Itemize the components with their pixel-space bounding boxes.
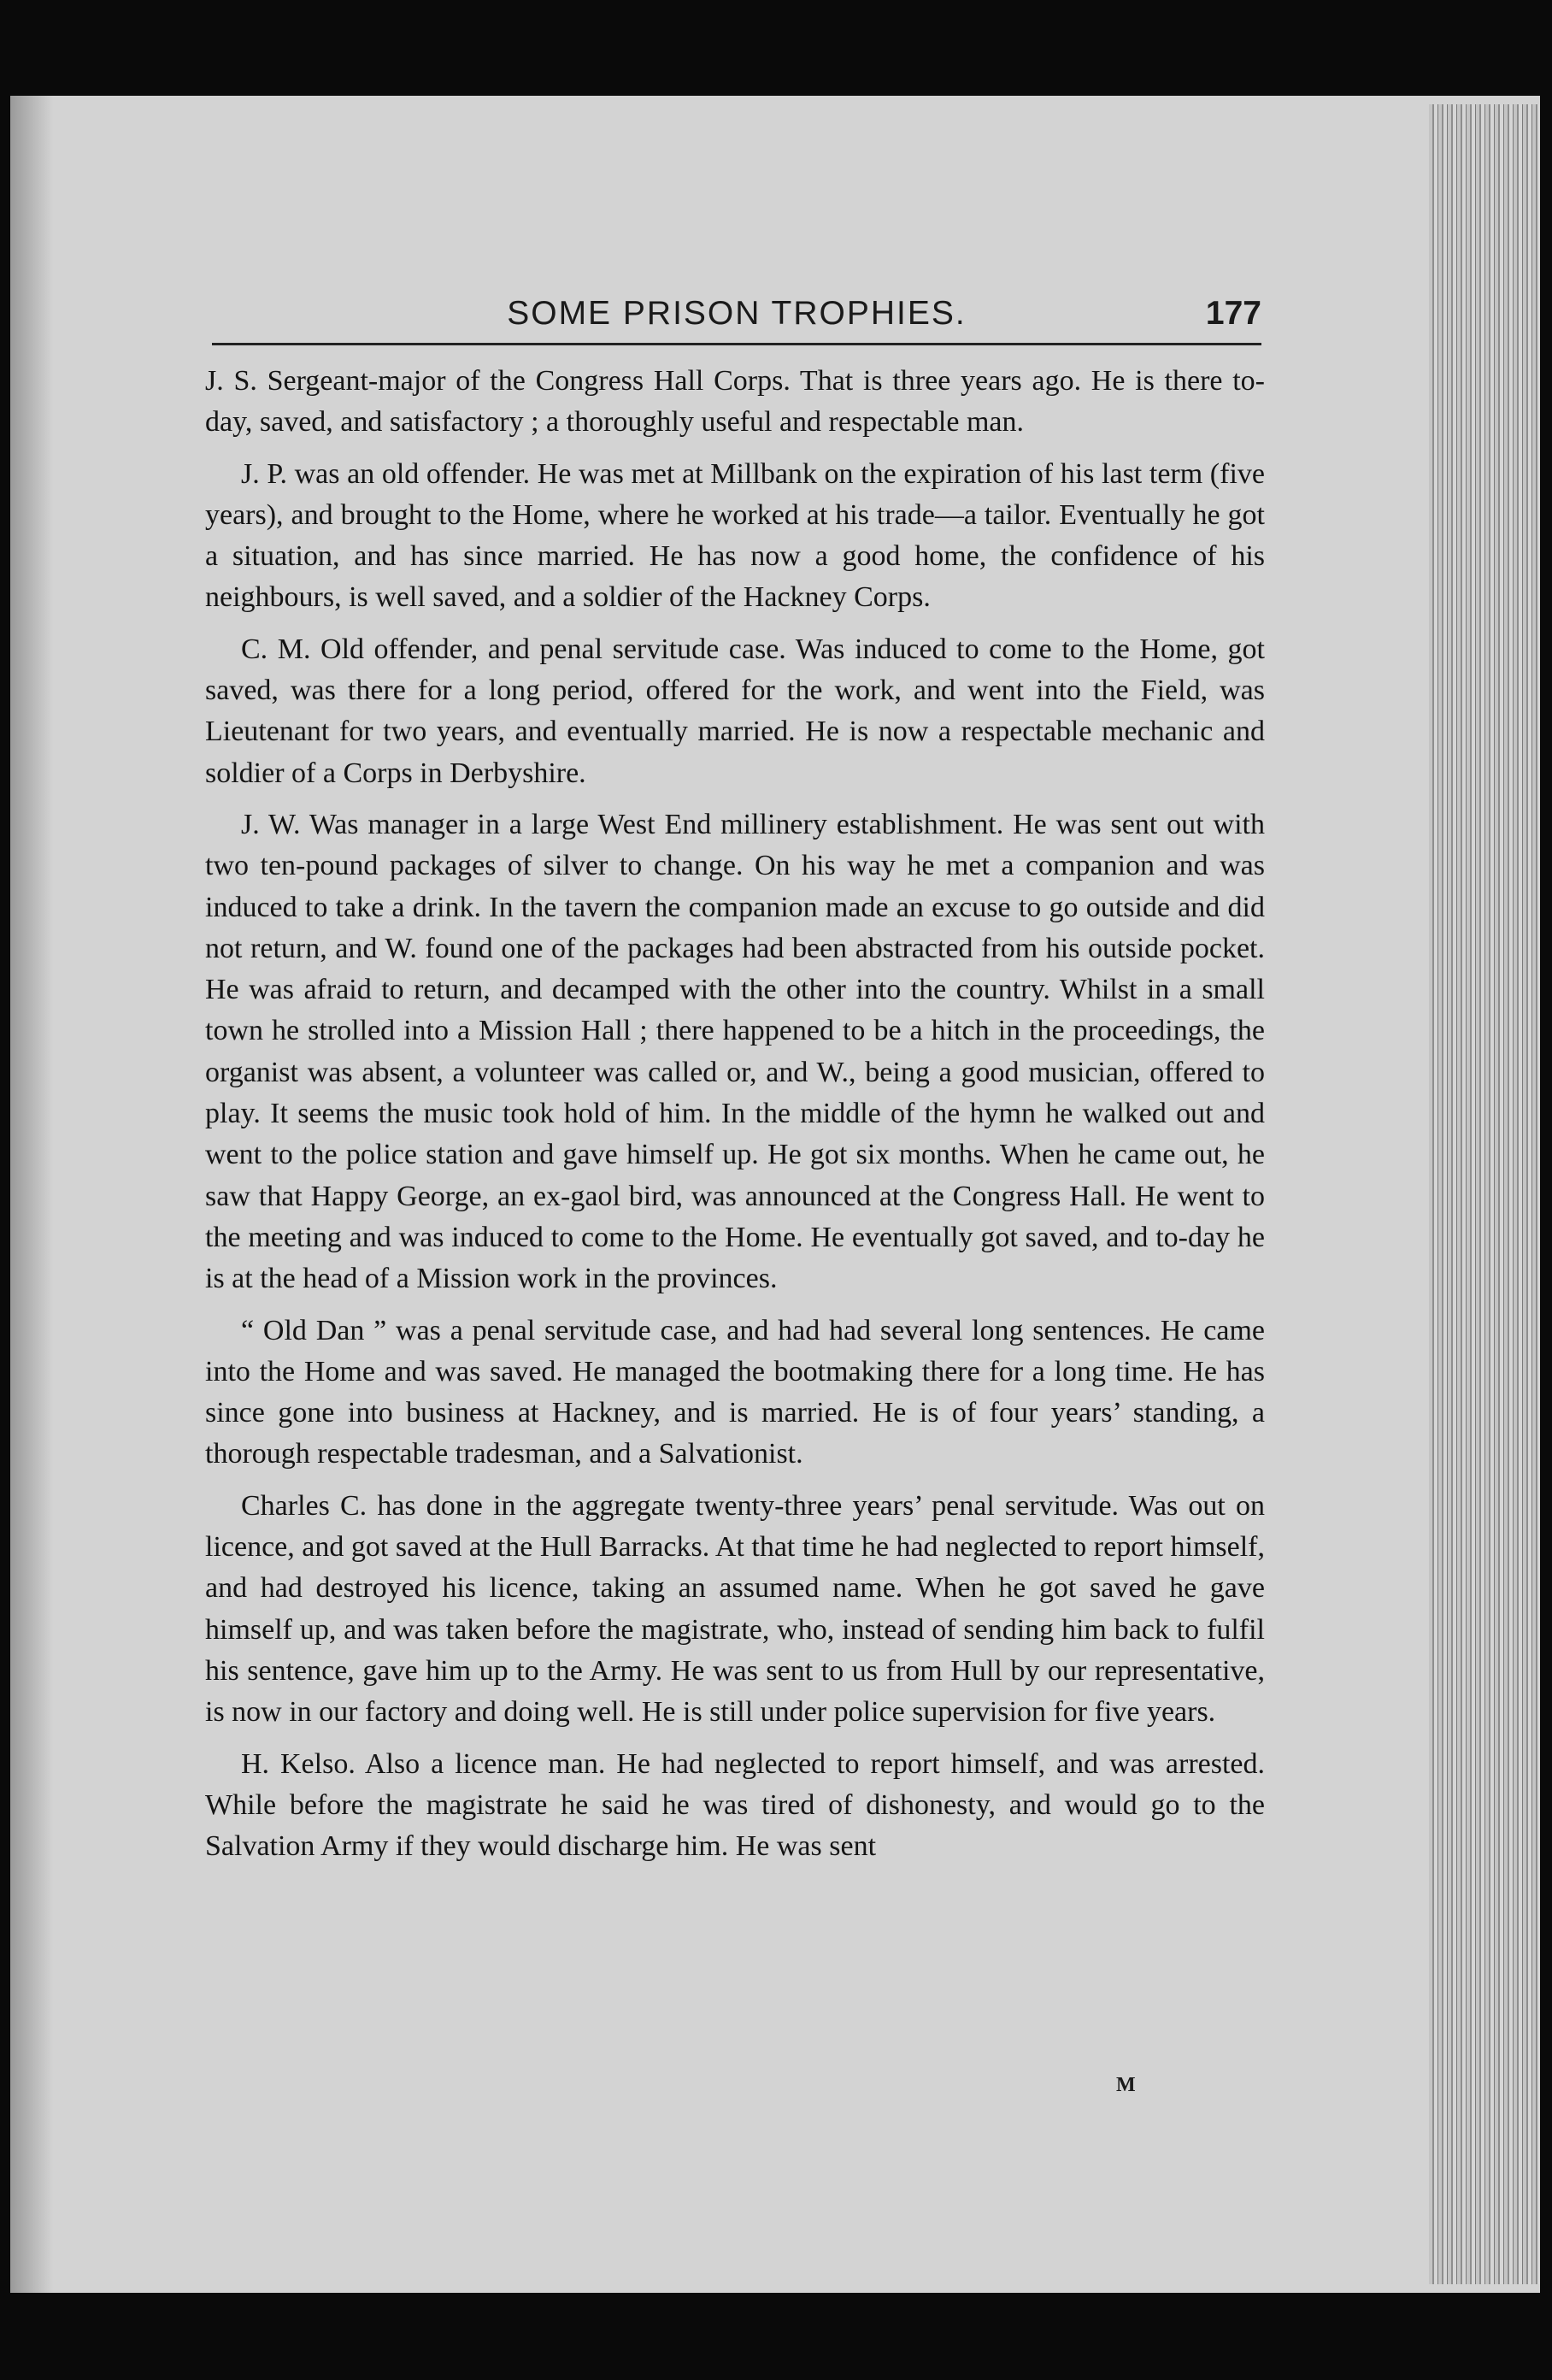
- page-number: 177: [1205, 295, 1261, 332]
- page-header: [212, 295, 1261, 341]
- page-gutter-shadow: [10, 96, 53, 2293]
- header-rule: [212, 343, 1261, 345]
- paragraph: J. W. Was manager in a large West End millinery establishment. He was sent out with two ten-pound packages of silver to change. On his way he met a companion and was induced to take a drink. In the tavern the companion made an excuse to go outside and did not return, and W. found one of the packages had been abstracted from his outside pocket. He was afraid to return, and decamped with the other into the country. Whilst in a small town he strolled into a Mission Hall ; there happened to be a hitch in the proceedings, the organist was absent, a volunteer was called or, and W., being a good musician, offered to play. It seems the music took hold of him. In the middle of the hymn he walked out and went to the police station and gave himself up. He got six months. When he came out, he saw that Happy George, an ex-gaol bird, was announced at the Congress Hall. He went to the meeting and was induced to come to the Home. He eventually got saved, and to-day he is at the head of a Mission work in the provinces.: [205, 808, 1265, 1295]
- paragraph: J. P. was an old offender. He was met at Millbank on the expiration of his last term (five years), and brought to the Home, where he worked at his trade—a tailor. Eventually he got a situation, and has since married. He has now a good home, the confidence of his neighbours, is well saved, and a soldier of the Hackney Corps.: [205, 457, 1265, 614]
- paragraph: J. S. Sergeant-major of the Congress Hall Corps. That is three years ago. He is there to-day, saved, and satisfactory ; a thoroughly useful and respectable man.: [205, 365, 1265, 439]
- paragraph: “ Old Dan ” was a penal servitude case, and had had several long sentences. He came into the Home and was saved. He managed the bootmaking there for a long time. He has since gone into business at Hackney, and is married. He is of four years’ standing, a thorough respectable tradesman, and a Salvationist.: [205, 1314, 1265, 1470]
- page-edges: [1429, 104, 1540, 2284]
- running-title: SOME PRISON TROPHIES.: [507, 295, 967, 332]
- paragraph: H. Kelso. Also a licence man. He had neglected to report himself, and was arrested. While before the magistrate he said he was tired of dishonesty, and would go to the Salvation Army if they would discharge him. He was sent: [205, 1747, 1265, 1863]
- paragraph: Charles C. has done in the aggregate twenty-three years’ penal servitude. Was out on licence, and got saved at the Hull Barracks. At that time he had neglected to report himself, and had destroyed his licence, taking an assumed name. When he got saved he gave himself up, and was taken before the magistrate, who, instead of sending him back to fulfil his sentence, gave him up to the Army. He was sent to us from Hull by our representative, is now in our factory and doing well. He is still under police supervision for five years.: [205, 1489, 1265, 1729]
- body-text: [205, 361, 1265, 1877]
- signature-mark: M: [1116, 2074, 1136, 2096]
- paragraph: C. M. Old offender, and penal servitude case. Was induced to come to the Home, got saved, was there for a long period, offered for the work, and went into the Field, was Lieutenant for two years, and eventually married. He is now a respectable mechanic and soldier of a Corps in Derbyshire.: [205, 633, 1265, 789]
